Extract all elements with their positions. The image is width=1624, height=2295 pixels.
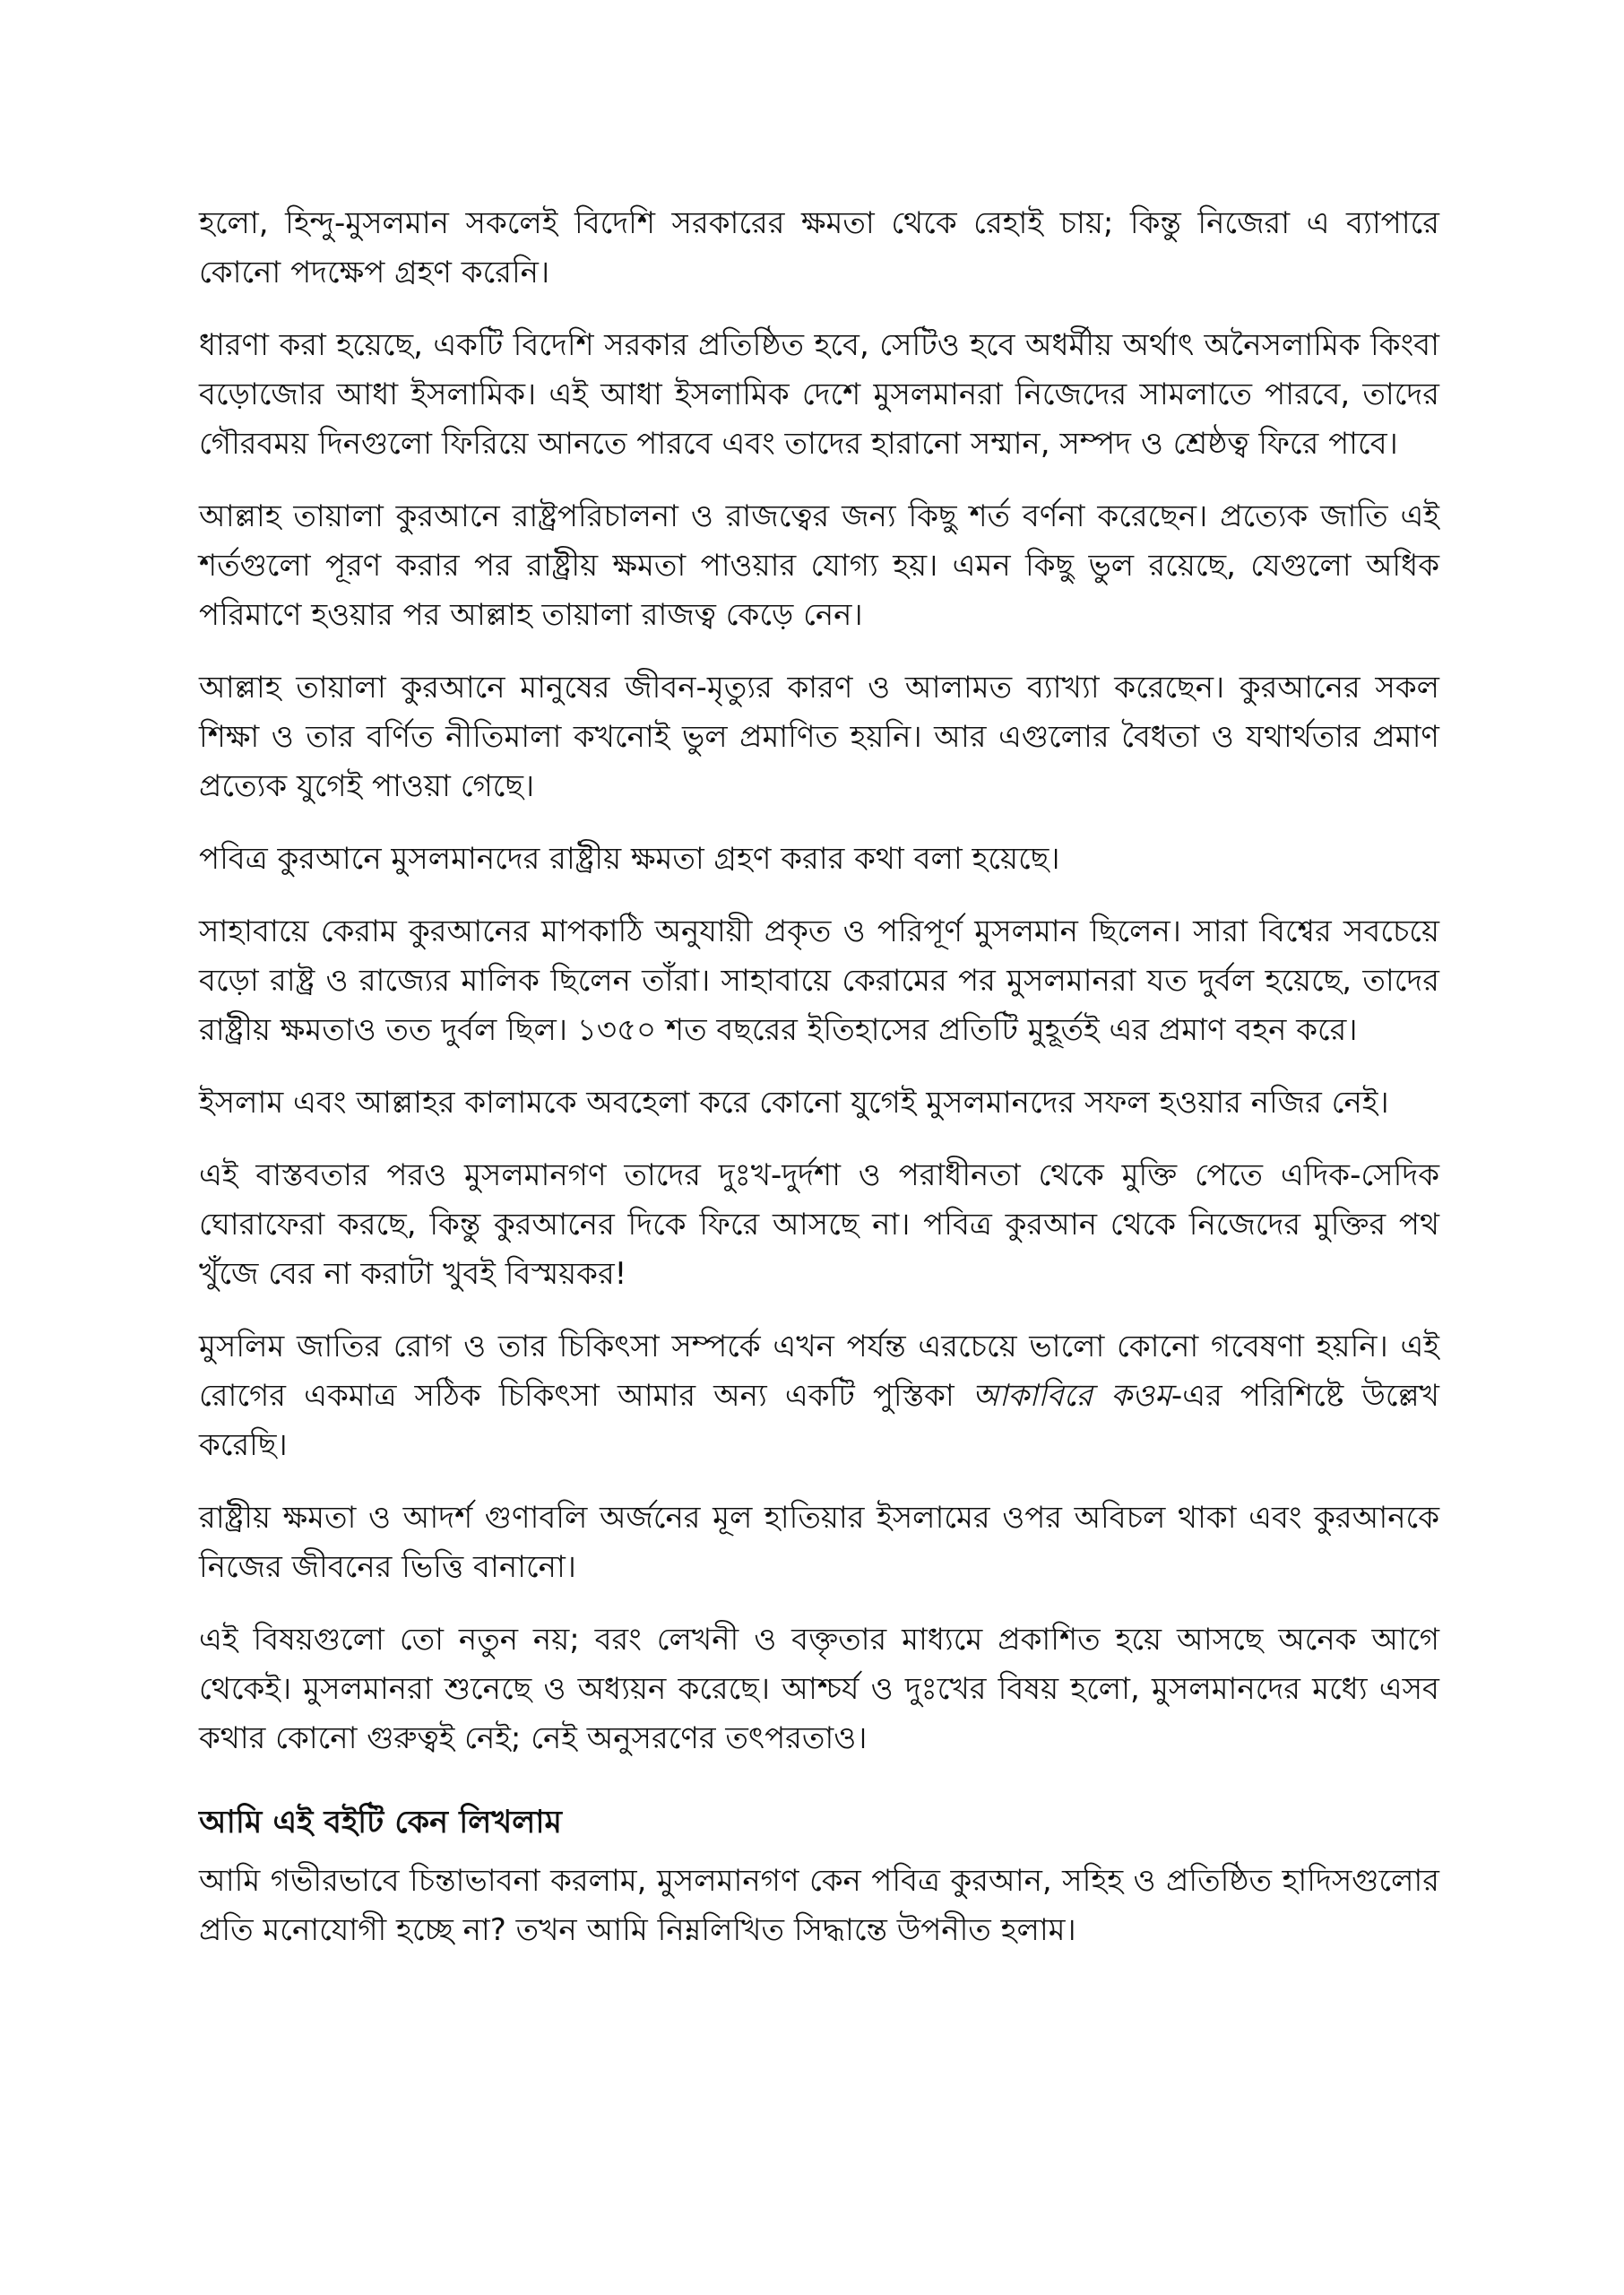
paragraph-2: ধারণা করা হয়েছে, একটি বিদেশি সরকার প্রতিষ্ঠিত হবে, সেটিও হবে অধর্মীয় অর্থাৎ অনৈসলামিক কিংবা বড়োজোর আধা ইসলামিক। এই আধা ইসলামিক দেশে মুসলমানরা নিজেদের সামলাতে পারবে, তাদের গৌরবময় দিনগুলো ফিরিয়ে আনতে পারবে এবং তাদের হারানো সম্মান, সম্পদ ও শ্রেষ্ঠত্ব ফিরে পাবে। [199, 327, 1439, 462]
paragraph-9-text-after: -এর পরিশিষ্টে উল্লেখ করেছি। [199, 1378, 1439, 1463]
paragraph-10: রাষ্ট্রীয় ক্ষমতা ও আদর্শ গুণাবলি অর্জনের মূল হাতিয়ার ইসলামের ওপর অবিচল থাকা এবং কুরআনকে নিজের জীবনের ভিত্তি বানানো। [199, 1500, 1439, 1585]
paragraph-1: হলো, হিন্দু-মুসলমান সকলেই বিদেশি সরকারের ক্ষমতা থেকে রেহাই চায়; কিন্তু নিজেরা এ ব্যাপারে কোনো পদক্ষেপ গ্রহণ করেনি। [199, 205, 1439, 290]
document-page [199, 199, 1439, 1979]
paragraph-4: আল্লাহ তায়ালা কুরআনে মানুষের জীবন-মৃত্যুর কারণ ও আলামত ব্যাখ্যা করেছেন। কুরআনের সকল শিক্ষা ও তার বর্ণিত নীতিমালা কখনোই ভুল প্রমাণিত হয়নি। আর এগুলোর বৈধতা ও যথার্থতার প্রমাণ প্রত্যেক যুগেই পাওয়া গেছে। [199, 670, 1439, 804]
paragraph-6: সাহাবায়ে কেরাম কুরআনের মাপকাঠি অনুযায়ী প্রকৃত ও পরিপূর্ণ মুসলমান ছিলেন। সারা বিশ্বের সবচেয়ে বড়ো রাষ্ট্র ও রাজ্যের মালিক ছিলেন তাঁরা। সাহাবায়ে কেরামের পর মুসলমানরা যত দুর্বল হয়েছে, তাদের রাষ্ট্রীয় ক্ষমতাও তত দুর্বল ছিল। ১৩৫০ শত বছরের ইতিহাসের প্রতিটি মুহূর্তই এর প্রমাণ বহন করে। [199, 914, 1439, 1048]
paragraph-8: এই বাস্তবতার পরও মুসলমানগণ তাদের দুঃখ-দুর্দশা ও পরাধীনতা থেকে মুক্তি পেতে এদিক-সেদিক ঘোরাফেরা করছে, কিন্তু কুরআনের দিকে ফিরে আসছে না। পবিত্র কুরআন থেকে নিজেদের মুক্তির পথ খুঁজে বের না করাটা খুবই বিস্ময়কর! [199, 1157, 1439, 1292]
paragraph-11: এই বিষয়গুলো তো নতুন নয়; বরং লেখনী ও বক্তৃতার মাধ্যমে প্রকাশিত হয়ে আসছে অনেক আগে থেকেই। মুসলমানরা শুনেছে ও অধ্যয়ন করেছে। আশ্চর্য ও দুঃখের বিষয় হলো, মুসলমানদের মধ্যে এসব কথার কোনো গুরুত্বই নেই; নেই অনুসরণের তৎপরতাও। [199, 1622, 1439, 1756]
paragraph-7: ইসলাম এবং আল্লাহর কালামকে অবহেলা করে কোনো যুগেই মুসলমানদের সফল হওয়ার নজির নেই। [199, 1085, 1389, 1121]
section-heading: আমি এই বইটি কেন লিখলাম [199, 1805, 562, 1840]
paragraph-5: পবিত্র কুরআনে মুসলমানদের রাষ্ট্রীয় ক্ষমতা গ্রহণ করার কথা বলা হয়েছে। [199, 841, 1060, 877]
paragraph-3: আল্লাহ তায়ালা কুরআনে রাষ্ট্রপরিচালনা ও রাজত্বের জন্য কিছু শর্ত বর্ণনা করেছেন। প্রত্যেক জাতি এই শর্তগুলো পূরণ করার পর রাষ্ট্রীয় ক্ষমতা পাওয়ার যোগ্য হয়। এমন কিছু ভুল রয়েছে, যেগুলো অধিক পরিমাণে হওয়ার পর আল্লাহ তায়ালা রাজত্ব কেড়ে নেন। [199, 498, 1439, 633]
closing-paragraph: আমি গভীরভাবে চিন্তাভাবনা করলাম, মুসলমানগণ কেন পবিত্র কুরআন, সহিহ ও প্রতিষ্ঠিত হাদিসগুলোর প্রতি মনোযোগী হচ্ছে না? তখন আমি নিম্নলিখিত সিদ্ধান্তে উপনীত হলাম। [199, 1863, 1439, 1948]
book-title-italic: আকাবিরে কওম [972, 1378, 1171, 1414]
paragraph-9 [199, 1322, 1439, 1470]
paragraph-9-text-before: মুসলিম জাতির রোগ ও তার চিকিৎসা সম্পর্কে এখন পর্যন্ত এরচেয়ে ভালো কোনো গবেষণা হয়নি। এই রোগের একমাত্র সঠিক চিকিৎসা আমার অন্য একটি পুস্তিকা [199, 1329, 1439, 1414]
